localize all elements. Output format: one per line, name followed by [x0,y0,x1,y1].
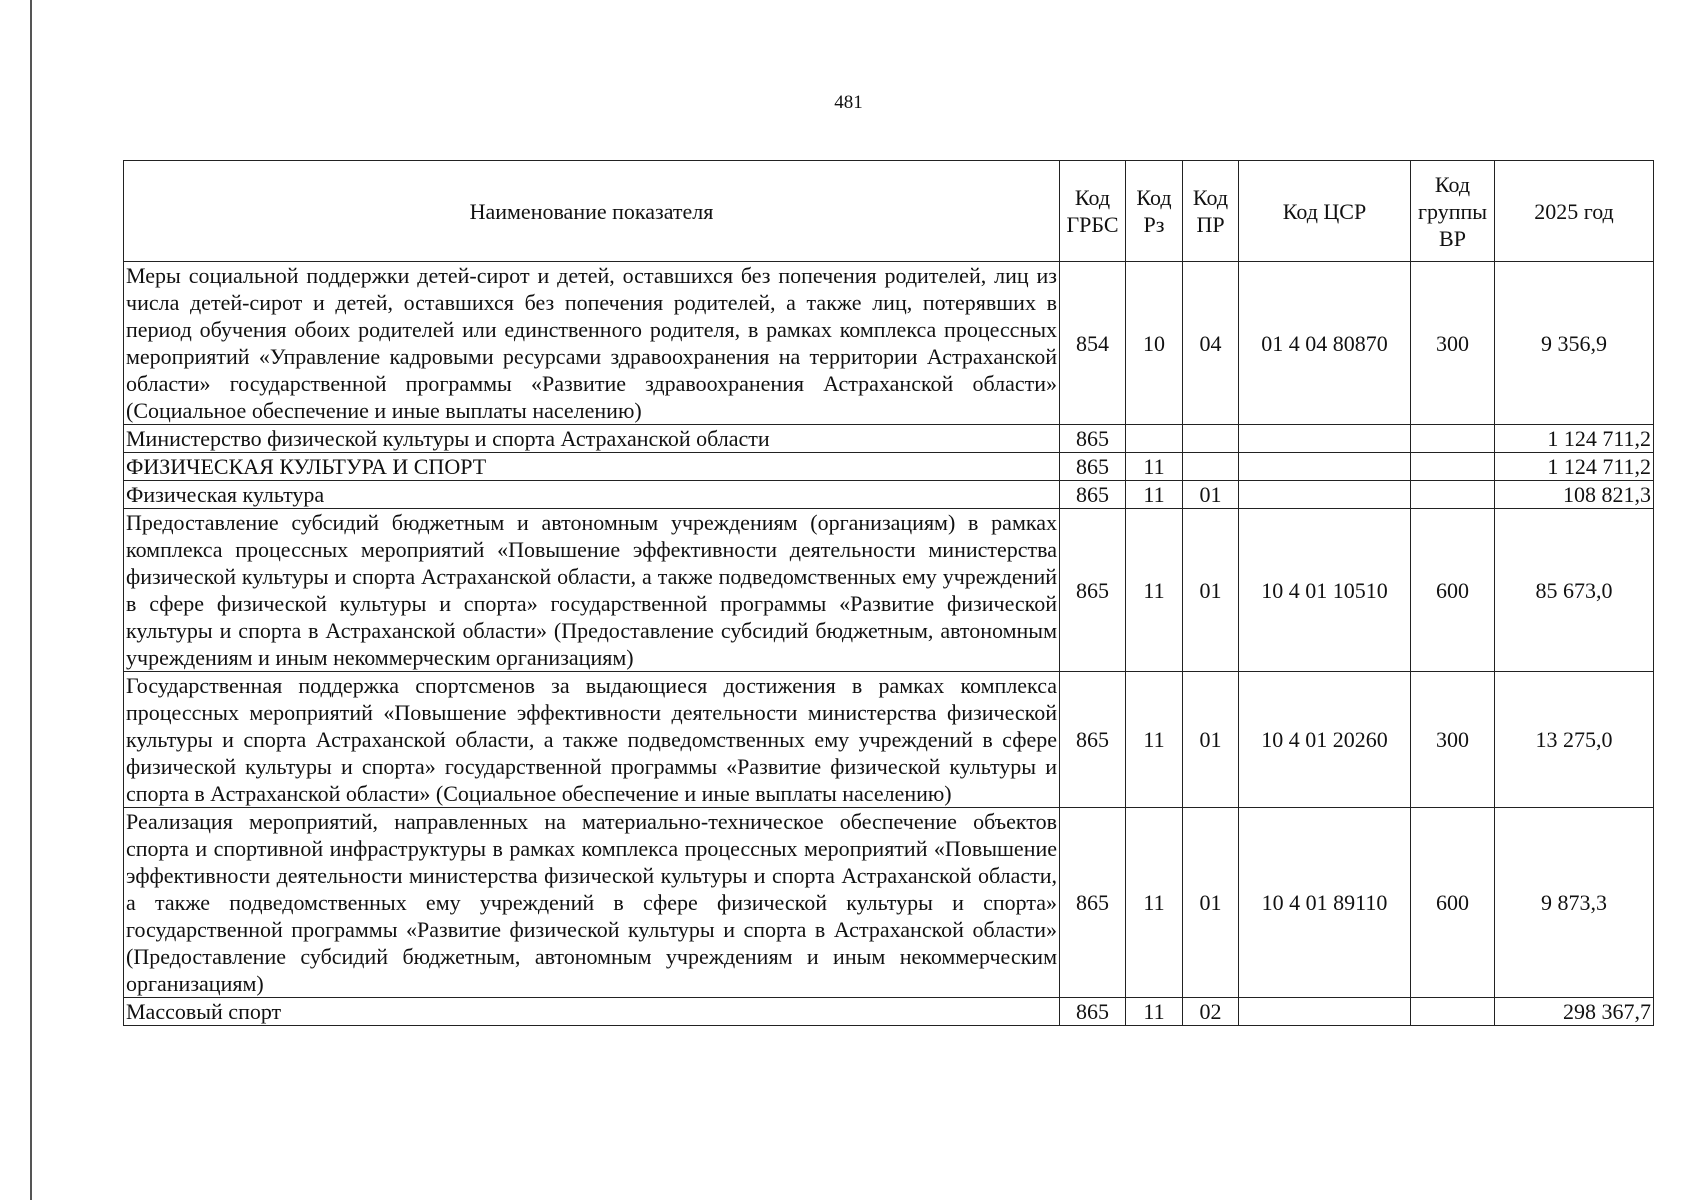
row-pr: 02 [1183,998,1239,1026]
row-pr: 01 [1183,808,1239,998]
row-amount: 9 873,3 [1495,808,1654,998]
header-pr: Код ПР [1183,161,1239,262]
row-csr: 10 4 01 89110 [1239,808,1411,998]
header-grbs: Код ГРБС [1060,161,1126,262]
table-header [124,161,1654,262]
row-grbs: 865 [1060,481,1126,509]
row-name: Министерство физической культуры и спорта Астраханской области [124,425,1060,453]
row-name: Меры социальной поддержки детей-сирот и детей, оставшихся без попечения родителей, лиц из числа детей-сирот и детей, оставшихся без попечения родителей, а также лиц, потерявших в период обучения обоих родителей или единственного родителя, в рамках комплекса процессных мероприятий «Управление кадровыми ресурсами здравоохранения на территории Астраханской области» государственной программы «Развитие здравоохранения Астраханской области» (Социальное обеспечение и иные выплаты населению) [124,262,1060,425]
row-name: Физическая культура [124,481,1060,509]
row-vr [1411,425,1495,453]
row-amount: 1 124 711,2 [1495,425,1654,453]
row-pr: 04 [1183,262,1239,425]
table-row [124,509,1654,672]
row-name: Массовый спорт [124,998,1060,1026]
row-rz: 11 [1126,453,1183,481]
row-rz: 10 [1126,262,1183,425]
row-csr [1239,453,1411,481]
row-csr [1239,998,1411,1026]
row-rz: 11 [1126,509,1183,672]
header-csr: Код ЦСР [1239,161,1411,262]
table-row [124,998,1654,1026]
row-grbs: 865 [1060,998,1126,1026]
scan-edge-line [30,0,32,1200]
row-csr: 10 4 01 10510 [1239,509,1411,672]
row-vr: 300 [1411,672,1495,808]
row-rz: 11 [1126,998,1183,1026]
row-name: Реализация мероприятий, направленных на материально-техническое обеспечение объектов спорта и спортивной инфраструктуры в рамках комплекса процессных мероприятий «Повышение эффективности деятельности министерства физической культуры и спорта Астраханской области, а также подведомственных ему учреждений в сфере физической культуры и спорта» государственной программы «Развитие физической культуры и спорта в Астраханской области» (Предоставление субсидий бюджетным, автономным учреждениям и иным некоммерческим организациям) [124,808,1060,998]
row-vr: 600 [1411,509,1495,672]
page-number: 481 [834,92,863,113]
row-vr [1411,453,1495,481]
row-rz: 11 [1126,481,1183,509]
row-name: Предоставление субсидий бюджетным и автономным учреждениям (организациям) в рамках комплекса процессных мероприятий «Повышение эффективности деятельности министерства физической культуры и спорта Астраханской области, а также подведомственных ему учреждений в сфере физической культуры и спорта» государственной программы «Развитие физической культуры и спорта в Астраханской области» (Предоставление субсидий бюджетным, автономным учреждениям и иным некоммерческим организациям) [124,509,1060,672]
table-row [124,672,1654,808]
table-row [124,453,1654,481]
row-pr [1183,425,1239,453]
table-row [124,425,1654,453]
row-grbs: 865 [1060,425,1126,453]
row-pr [1183,453,1239,481]
row-csr [1239,481,1411,509]
row-name: ФИЗИЧЕСКАЯ КУЛЬТУРА И СПОРТ [124,453,1060,481]
row-amount: 13 275,0 [1495,672,1654,808]
row-csr: 10 4 01 20260 [1239,672,1411,808]
row-rz: 11 [1126,672,1183,808]
header-name: Наименование показателя [124,161,1060,262]
header-vr: Код группы ВР [1411,161,1495,262]
row-vr: 600 [1411,808,1495,998]
row-amount: 298 367,7 [1495,998,1654,1026]
row-amount: 9 356,9 [1495,262,1654,425]
row-vr [1411,998,1495,1026]
row-rz: 11 [1126,808,1183,998]
row-amount: 108 821,3 [1495,481,1654,509]
row-grbs: 854 [1060,262,1126,425]
table-row [124,481,1654,509]
row-amount: 85 673,0 [1495,509,1654,672]
row-csr: 01 4 04 80870 [1239,262,1411,425]
row-vr [1411,481,1495,509]
row-name: Государственная поддержка спортсменов за выдающиеся достижения в рамках комплекса процессных мероприятий «Повышение эффективности деятельности министерства физической культуры и спорта Астраханской области, а также подведомственных ему учреждений в сфере физической культуры и спорта» государственной программы «Развитие физической культуры и спорта в Астраханской области» (Социальное обеспечение и иные выплаты населению) [124,672,1060,808]
row-pr: 01 [1183,481,1239,509]
table-body [124,262,1654,1026]
row-pr: 01 [1183,509,1239,672]
row-grbs: 865 [1060,672,1126,808]
row-vr: 300 [1411,262,1495,425]
budget-table [123,160,1654,1026]
row-csr [1239,425,1411,453]
row-amount: 1 124 711,2 [1495,453,1654,481]
header-rz: Код Рз [1126,161,1183,262]
header-year: 2025 год [1495,161,1654,262]
row-rz [1126,425,1183,453]
table-row [124,808,1654,998]
row-grbs: 865 [1060,509,1126,672]
table-row [124,262,1654,425]
row-grbs: 865 [1060,808,1126,998]
row-pr: 01 [1183,672,1239,808]
row-grbs: 865 [1060,453,1126,481]
